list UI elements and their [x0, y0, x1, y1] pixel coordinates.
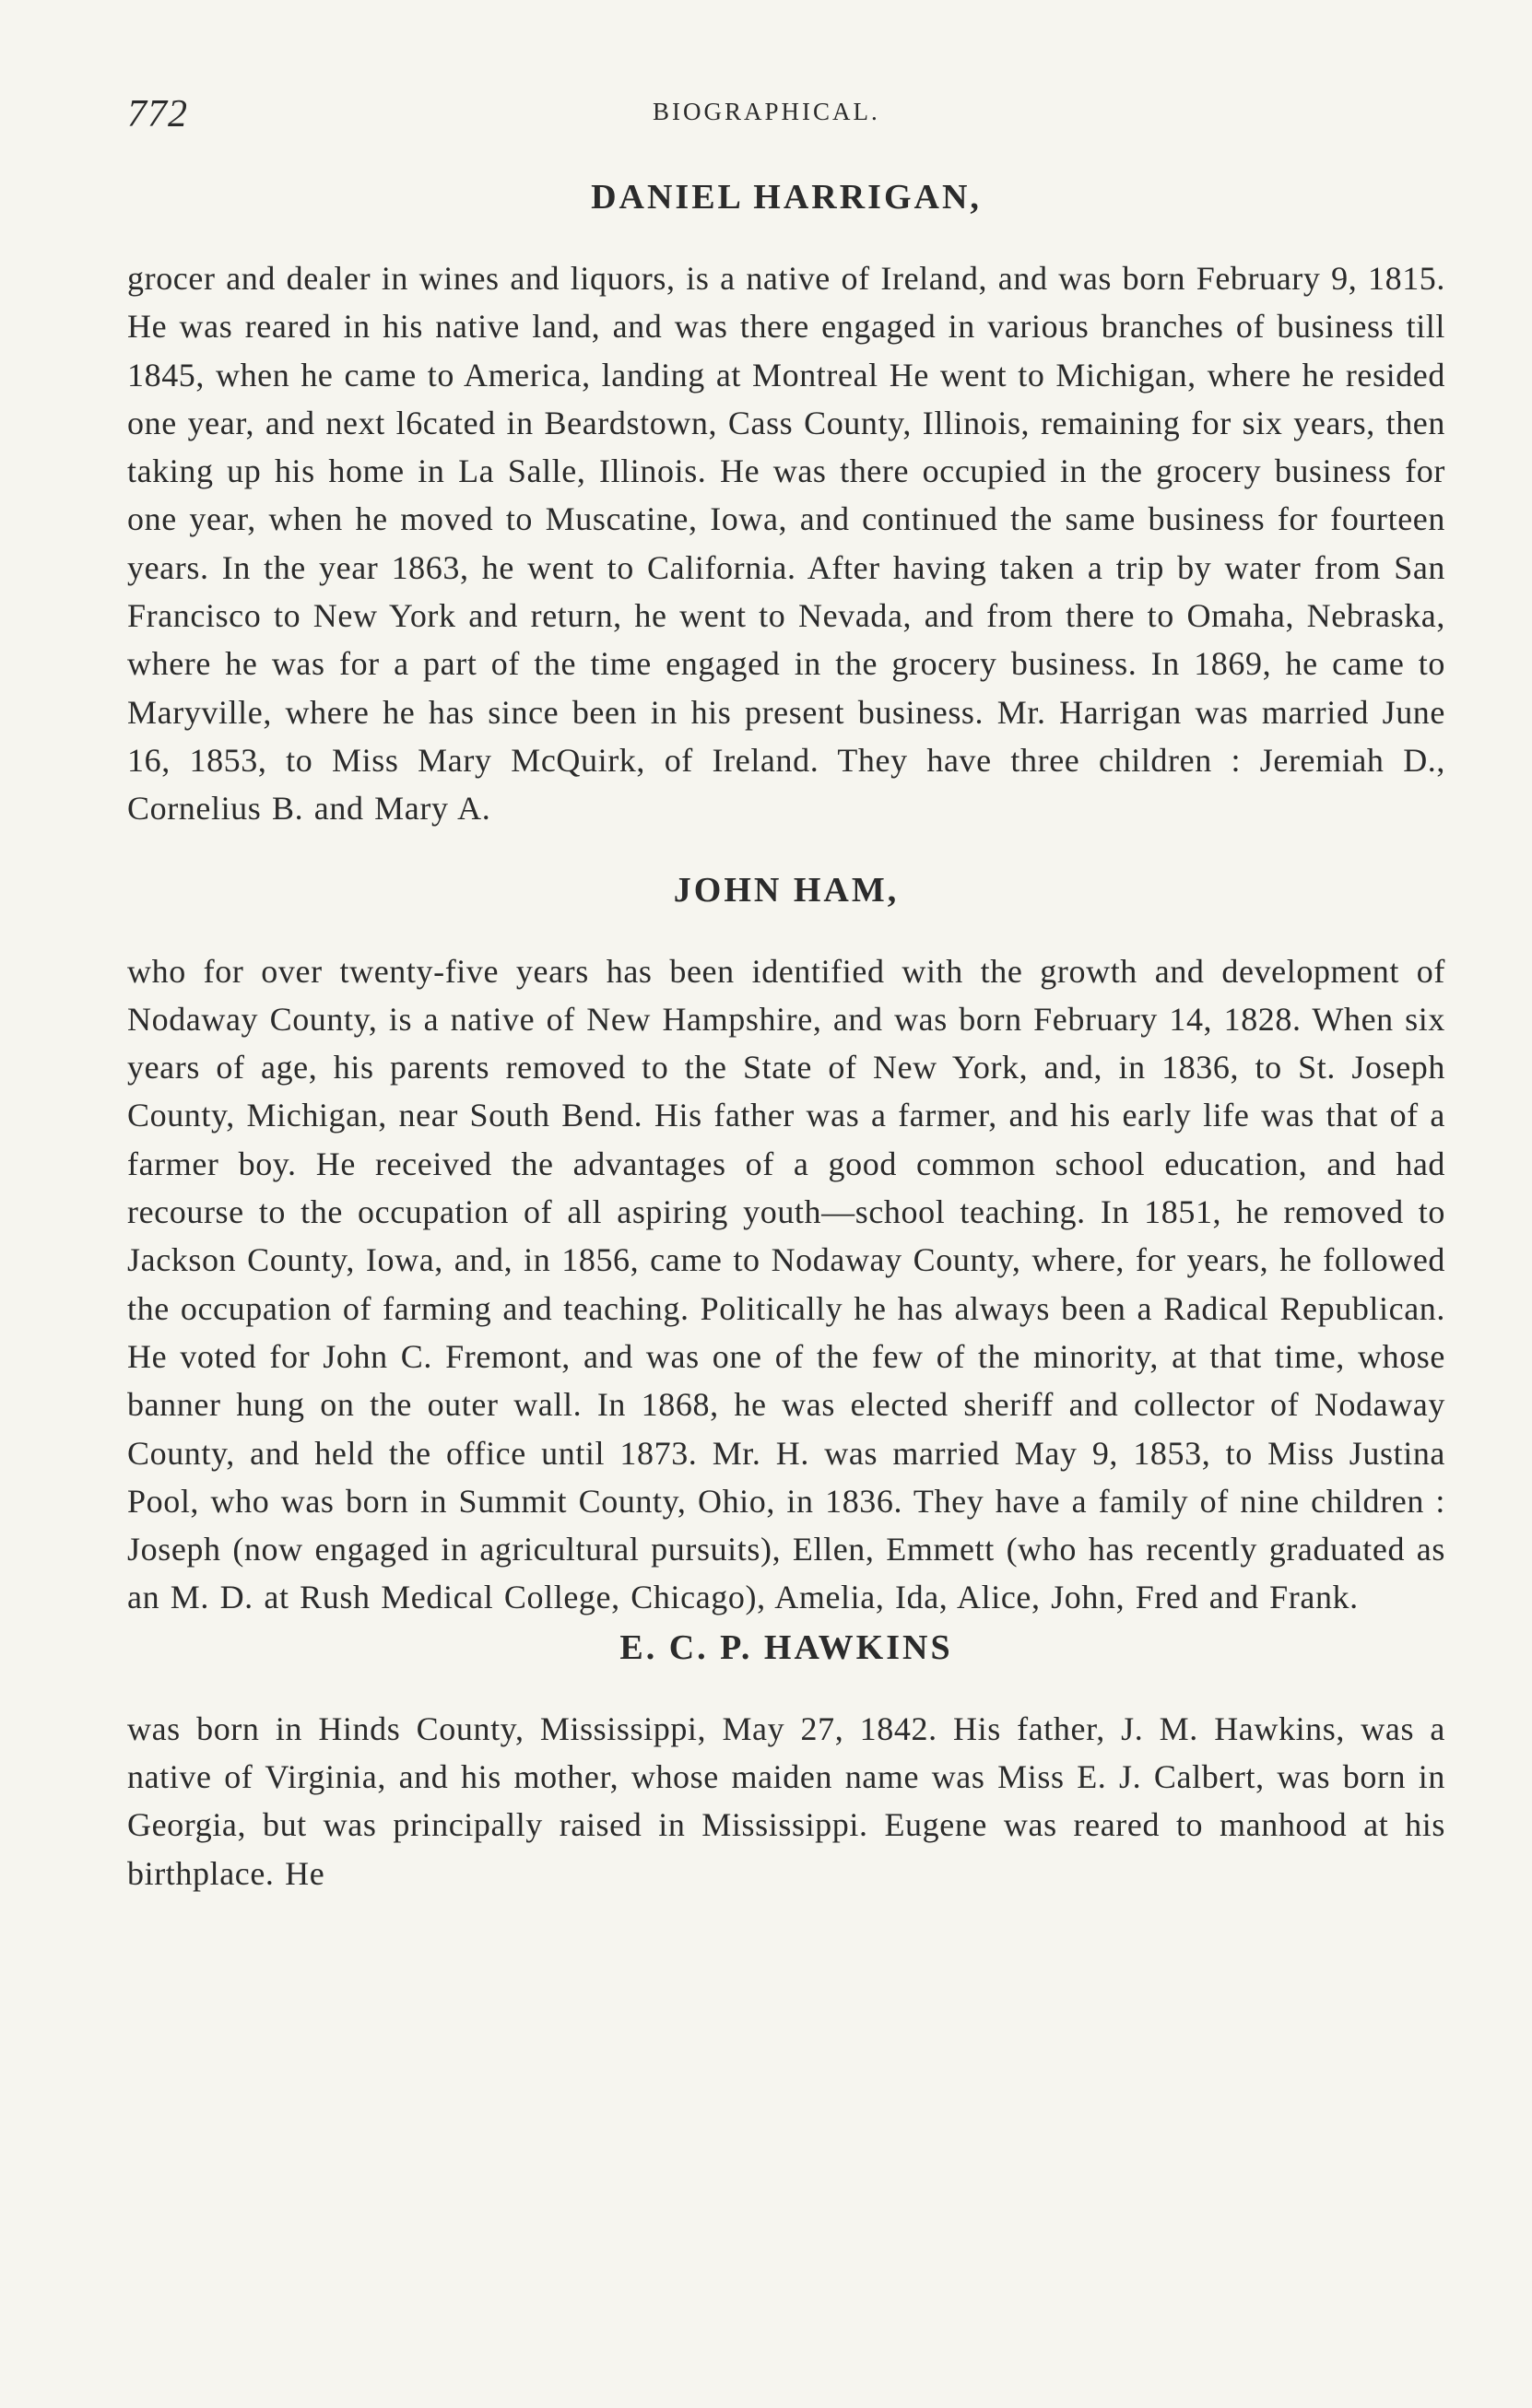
running-head	[127, 92, 1458, 135]
page-content	[127, 166, 1445, 1897]
entry-text-harrigan: grocer and dealer in wines and liquors, is a native of Ireland, and was born February 9, 1815. He was reared in his native land, and was there engaged in various branches of business till 1845, when he came to America, landing at Montreal He went to Michigan, where he resided one year, and next l6cated in Beardstown, Cass County, Illinois, remaining for six years, then taking up his home in La Salle, Illinois. He was there occupied in the grocery business for one year, when he moved to Muscatine, Iowa, and continued the same business for fourteen years. In the year 1863, he went to California. After having taken a trip by water from San Francisco to New York and return, he went to Nevada, and from there to Omaha, Nebraska, where he was for a part of the time engaged in the grocery business. In 1869, he came to Maryville, where he has since been in his present business. Mr. Harrigan was married June 16, 1853, to Miss Mary McQuirk, of Ireland. They have three children : Jeremiah D., Cornelius B. and Mary A.	[127, 260, 1445, 828]
entry-heading-ham: JOHN HAM,	[673, 870, 900, 910]
page-number: 772	[127, 93, 188, 135]
entry-heading-hawkins: E. C. P. HAWKINS	[619, 1627, 953, 1667]
entry-text-hawkins: was born in Hinds County, Mississippi, May 27, 1842. His father, J. M. Hawkins, was a native of Virginia, and his mother, whose maiden name was Miss E. J. Calbert, was born in Georgia, but was principally raised in Mississippi. Eugene was reared to manhood at his birthplace. He	[127, 1709, 1445, 1892]
section-title: BIOGRAPHICAL.	[653, 98, 880, 125]
entry-text-ham: who for over twenty-five years has been identified with the growth and development of Nodaway County, is a native of New Hampshire, and was born February 14, 1828. When six years of age, his parents removed to the State of New York, and, in 1836, to St. Joseph County, Michigan, near South Bend. His father was a farmer, and his early life was that of a farmer boy. He received the advantages of a good common school education, and had recourse to the occupation of all aspiring youth—school teaching. In 1851, he removed to Jackson County, Iowa, and, in 1856, came to Nodaway County, where, for years, he followed the occupation of farming and teaching. Politically he has always been a Radical Republican. He voted for John C. Fremont, and was one of the few of the minority, at that time, whose banner hung on the outer wall. In 1868, he was elected sheriff and collector of Nodaway County, and held the office until 1873. Mr. H. was married May 9, 1853, to Miss Justina Pool, who was born in Summit County, Ohio, in 1836. They have a family of nine children : Joseph (now engaged in agricultural pursuits), Ellen, Emmett (who has recently graduated as an M. D. at Rush Medical College, Chicago), Amelia, Ida, Alice, John, Fred and Frank.	[127, 952, 1445, 1616]
entry-heading-harrigan: DANIEL HARRIGAN,	[591, 178, 982, 217]
